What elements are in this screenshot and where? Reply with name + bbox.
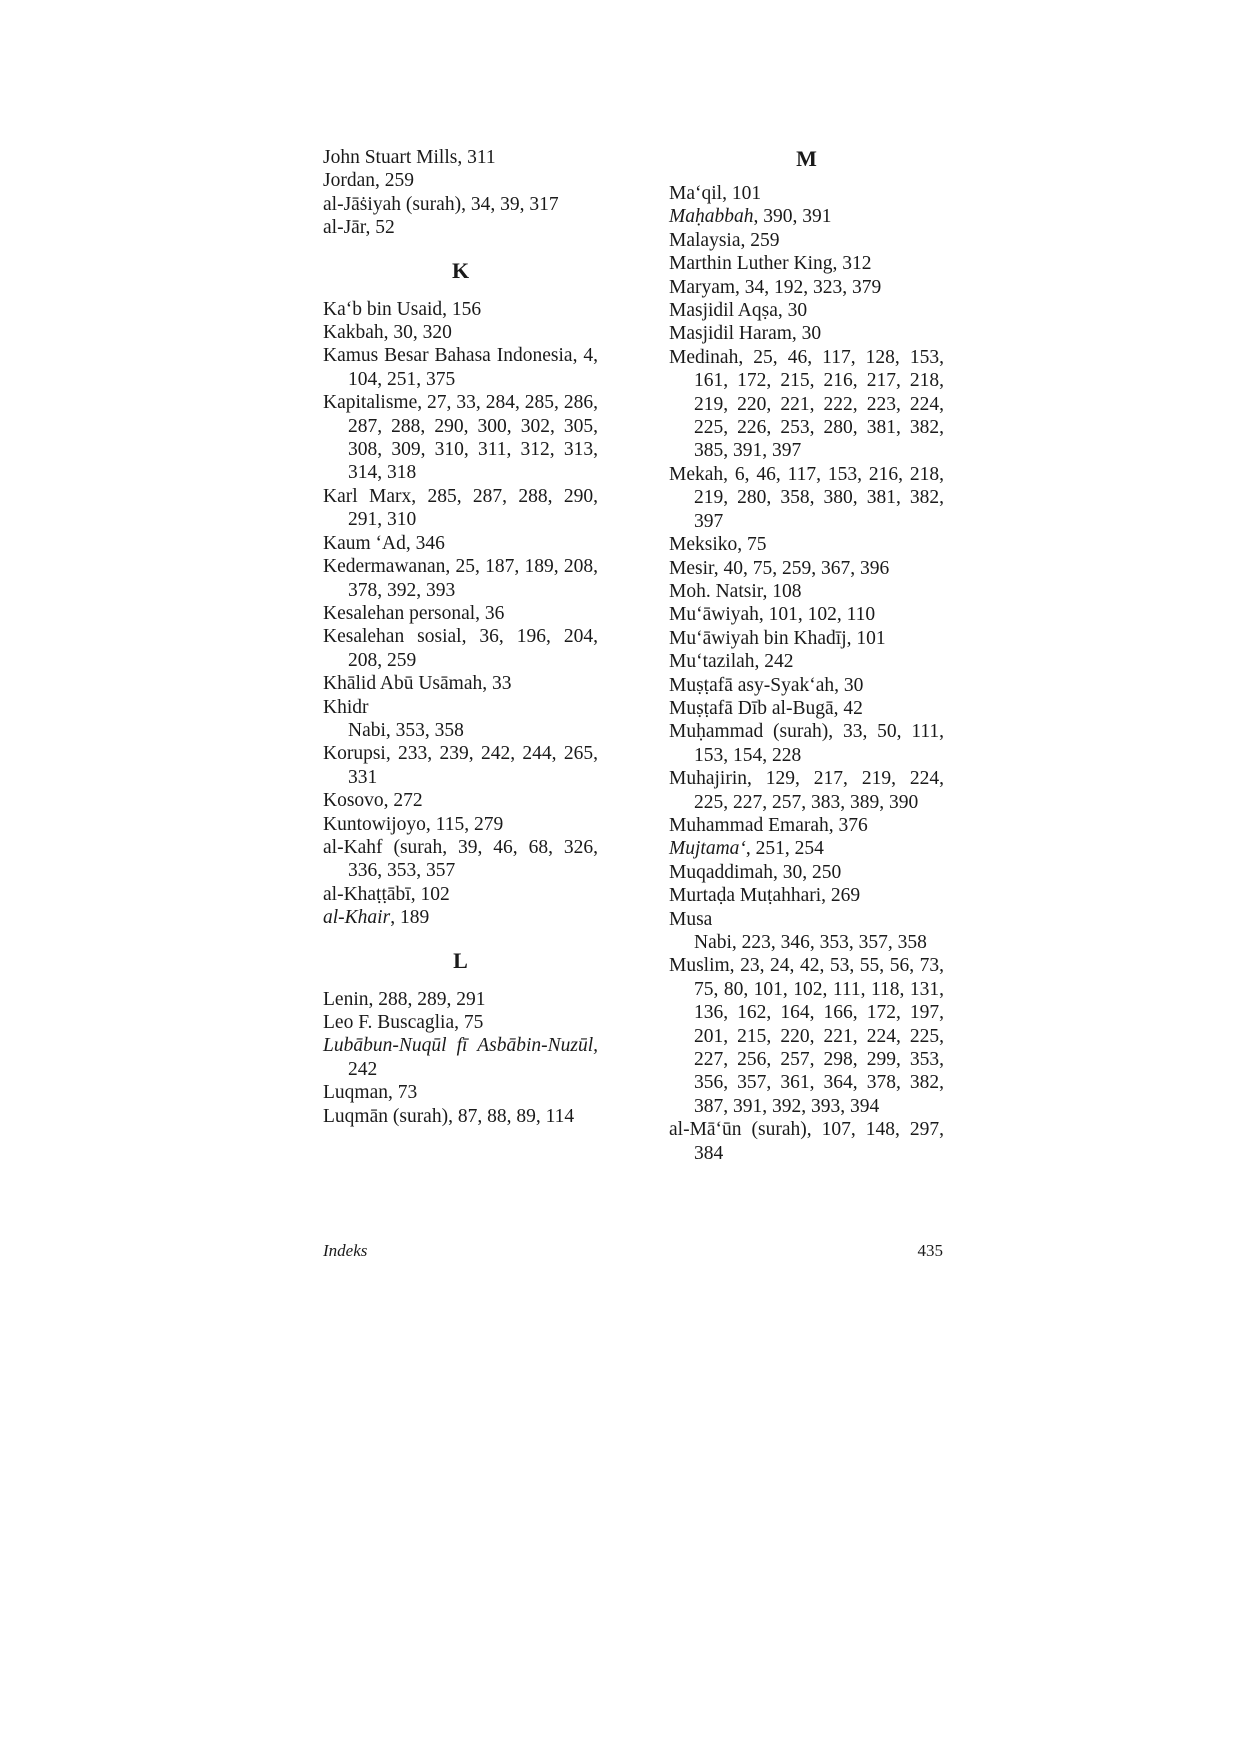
- index-entry: Murtaḍa Muṭahhari, 269: [669, 885, 861, 907]
- index-entry-italic: Lubābun-Nuqūl fī Asbābin-Nuzūl,: [323, 1035, 598, 1057]
- index-entry: Muslim, 23, 24, 42, 53, 55, 56, 73, 75, 80, 101, 102, 111, 118, 131, 136, 162, 164, 166, 172, 197, 201, 215, 220, 221, 224, 225, 227, 256, 257, 298, 299, 353, 356, 357, 361, 364, 378, 382, 387, 391, 392, 393, 394: [669, 955, 944, 1117]
- index-entry: Ka‘b bin Usaid, 156: [323, 298, 482, 320]
- index-entry: [323, 1034, 598, 1081]
- index-entry: Mu‘āwiyah bin Khadīj, 101: [669, 627, 886, 649]
- index-entry: Mu‘āwiyah, 101, 102, 110: [669, 604, 876, 626]
- index-entry: Kapitalisme, 27, 33, 284, 285, 286, 287, 288, 290, 300, 302, 305, 308, 309, 310, 311, 312, 313, 314, 318: [323, 392, 598, 484]
- index-entry: al-Khaṭṭābī, 102: [323, 883, 450, 905]
- index-entry: al-Jār, 52: [323, 217, 395, 239]
- index-entry-pages: 242: [348, 1058, 378, 1080]
- index-entry: Karl Marx, 285, 287, 288, 290, 291, 310: [323, 485, 598, 531]
- index-entry: Muḥammad (surah), 33, 50, 111, 153, 154, 228: [669, 721, 944, 766]
- index-entry: Kuntowijoyo, 115, 279: [323, 813, 504, 835]
- index-entry: Korupsi, 233, 239, 242, 244, 265, 331: [323, 743, 598, 788]
- index-entry: Malaysia, 259: [669, 229, 780, 251]
- index-subentry: Nabi, 353, 358: [348, 719, 464, 741]
- index-entry: [323, 906, 598, 929]
- index-entry: Muhammad Emarah, 376: [669, 814, 868, 836]
- index-entry: Moh. Natsir, 108: [669, 580, 802, 602]
- index-entry: Mekah, 6, 46, 117, 153, 216, 218, 219, 280, 358, 380, 381, 382, 397: [669, 463, 944, 532]
- index-entry: Lenin, 288, 289, 291: [323, 988, 486, 1010]
- index-subentry: Nabi, 223, 346, 353, 357, 358: [694, 932, 927, 953]
- index-entry: Medinah, 25, 46, 117, 128, 153, 161, 172, 215, 216, 217, 218, 219, 220, 221, 222, 223, 224, 225, 226, 253, 280, 381, 382, 385, 391, 397: [669, 346, 944, 462]
- section-heading: K: [451, 257, 470, 283]
- index-entry: Leo F. Buscaglia, 75: [323, 1012, 484, 1033]
- index-entry: Khālid Abū Usāmah, 33: [323, 673, 512, 695]
- index-entry-italic: Maḥabbah: [669, 206, 754, 228]
- index-entry: Jordan, 259: [323, 170, 414, 192]
- index-entry: Masjidil Haram, 30: [669, 323, 822, 345]
- index-entry: Kosovo, 272: [323, 790, 423, 812]
- index-entry: Mu‘tazilah, 242: [669, 651, 794, 673]
- index-entry: Mesir, 40, 75, 259, 367, 396: [669, 557, 890, 579]
- index-entry: Marthin Luther King, 312: [669, 253, 872, 275]
- index-entry: al-Kahf (surah, 39, 46, 68, 326, 336, 353, 357: [323, 836, 598, 882]
- index-entry-pages: , 251, 254: [745, 838, 824, 860]
- index-entry-pages: , 390, 391: [753, 206, 832, 228]
- index-entry: Musa: [669, 908, 713, 930]
- index-entry: Muqaddimah, 30, 250: [669, 861, 842, 883]
- index-entry-pages: , 189: [390, 907, 430, 929]
- index-entry: Luqmān (surah), 87, 88, 89, 114: [323, 1105, 575, 1127]
- index-entry: Muhajirin, 129, 217, 219, 224, 225, 227, 257, 383, 389, 390: [669, 768, 944, 813]
- index-entry: Kedermawanan, 25, 187, 189, 208, 378, 392, 393: [323, 556, 598, 601]
- index-entry: Kaum ‘Ad, 346: [323, 532, 445, 554]
- section-heading: L: [453, 947, 468, 973]
- index-entry: Muṣṭafā asy-Syak‘ah, 30: [669, 674, 864, 696]
- index-entry: Maryam, 34, 192, 323, 379: [669, 276, 882, 298]
- index-entry-italic: Mujtama‘: [669, 838, 746, 860]
- index-entry: [669, 205, 944, 228]
- index-entry: Kesalehan personal, 36: [323, 602, 505, 624]
- index-entry: Luqman, 73: [323, 1082, 418, 1104]
- index-column-right: [669, 146, 944, 1165]
- index-entry: al-Mā‘ūn (surah), 107, 148, 297, 384: [669, 1119, 944, 1164]
- index-entry: Kakbah, 30, 320: [323, 322, 452, 344]
- index-entry: Meksiko, 75: [669, 534, 767, 556]
- section-heading: M: [796, 146, 817, 171]
- index-entry-italic: al-Khair: [323, 907, 391, 929]
- index-entry: Kesalehan sosial, 36, 196, 204, 208, 259: [323, 626, 598, 671]
- index-entry: [669, 837, 944, 860]
- index-entry: Muṣṭafā Dīb al-Bugā, 42: [669, 697, 863, 719]
- page-number: 435: [917, 1241, 943, 1260]
- index-entry: John Stuart Mills, 311: [323, 147, 496, 168]
- index-entry: Kamus Besar Bahasa Indonesia, 4, 104, 251, 375: [323, 345, 598, 390]
- index-entry: al-Jāṡiyah (surah), 34, 39, 317: [323, 193, 559, 215]
- footer-label: Indeks: [323, 1241, 368, 1260]
- index-column-left: [323, 146, 598, 1128]
- index-entry: Khidr: [323, 696, 369, 718]
- index-entry: Ma‘qil, 101: [669, 183, 762, 204]
- index-entry: Masjidil Aqṣa, 30: [669, 300, 808, 322]
